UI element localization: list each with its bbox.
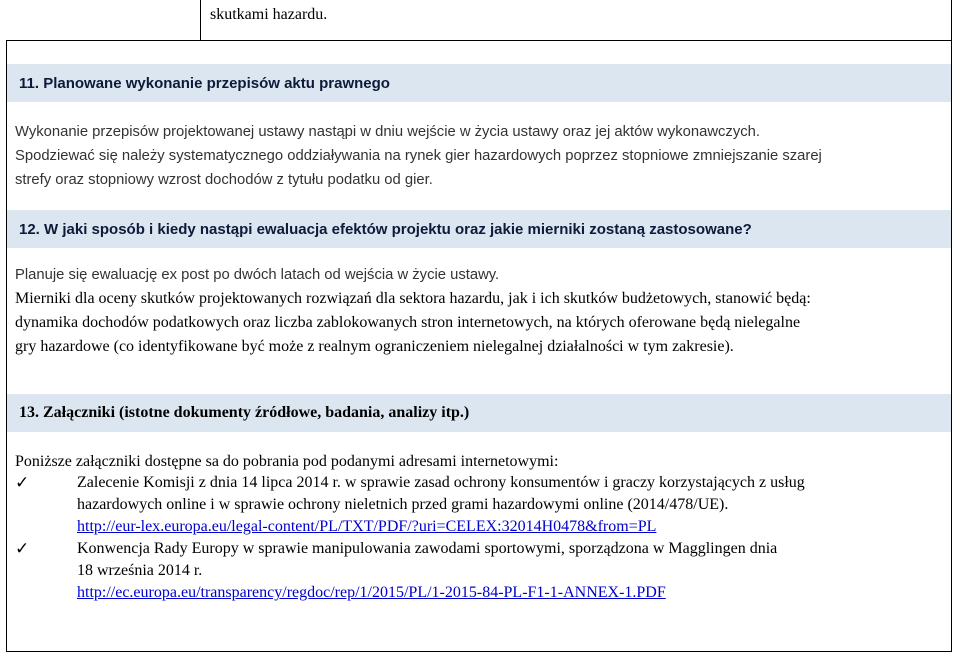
section-11-line: Spodziewać się należy systematycznego oddziaływania na rynek gier hazardowych poprzez stopniowe zmniejszanie szarej: [15, 148, 822, 164]
attachment-continuation: [77, 494, 957, 516]
section-11-header: [7, 64, 951, 102]
attachment-line: hazardowych online i w sprawie ochrony nieletnich przed grami hazardowymi online (2014/478/UE).: [77, 496, 729, 513]
top-cell-text: skutkami hazardu.: [210, 6, 328, 23]
attachment-body: [77, 472, 957, 494]
checkmark-icon: ✓: [15, 539, 30, 559]
attachment-item: [15, 538, 945, 608]
attachment-link-row: [77, 516, 957, 538]
attachment-link[interactable]: http://eur-lex.europa.eu/legal-content/PL/TXT/PDF/?uri=CELEX:32014H0478&from=PL: [77, 518, 657, 535]
section-13-header: [7, 394, 951, 432]
attachment-link-row: [77, 582, 957, 604]
section-13-intro: Poniższe załączniki dostępne sa do pobrania pod podanymi adresami internetowymi:: [15, 453, 559, 470]
attachment-item: [15, 472, 945, 542]
section-12-line: dynamika dochodów podatkowych oraz liczba zablokowanych stron internetowych, na których oferowane będą nielegalne: [15, 314, 801, 331]
table-border-bottom: [6, 651, 952, 652]
attachment-body: [77, 538, 957, 560]
section-12-line: Mierniki dla oceny skutków projektowanych rozwiązań dla sektora hazardu, jak i ich skutków budżetowych, stanowić będą:: [15, 290, 811, 307]
section-11-line: Wykonanie przepisów projektowanej ustawy nastąpi w dniu wejście w życia ustawy oraz jej aktów wykonawczych.: [15, 124, 760, 140]
cell-border-right: [951, 0, 952, 40]
table-border-left: [6, 40, 7, 652]
attachment-line: Zalecenie Komisji z dnia 14 lipca 2014 r. w sprawie zasad ochrony konsumentów i graczy korzystających z usług: [77, 474, 805, 491]
section-11-heading: 11. Planowane wykonanie przepisów aktu prawnego: [19, 74, 390, 92]
section-12-heading: 12. W jaki sposób i kiedy nastąpi ewaluacja efektów projektu oraz jakie mierniki zostaną zastosowane?: [19, 220, 752, 238]
table-rule: [6, 40, 952, 41]
checkmark-icon: ✓: [15, 473, 30, 493]
section-12-line: gry hazardowe (co identyfikowane być może z realnym ograniczeniem nielegalnej działalności w tym zakresie).: [15, 338, 734, 355]
attachment-continuation: [77, 560, 957, 582]
attachment-line: 18 września 2014 r.: [77, 562, 203, 579]
cell-border-left: [200, 0, 201, 40]
section-13-heading: 13. Załączniki (istotne dokumenty źródłowe, badania, analizy itp.): [19, 404, 470, 421]
section-12-header: [7, 210, 951, 248]
attachment-line: Konwencja Rady Europy w sprawie manipulowania zawodami sportowymi, sporządzona w Magglingen dnia: [77, 540, 778, 557]
section-11-line: strefy oraz stopniowy wzrost dochodów z tytułu podatku od gier.: [15, 172, 433, 188]
section-12-intro: Planuje się ewaluację ex post po dwóch latach od wejścia w życie ustawy.: [15, 267, 500, 283]
attachment-link[interactable]: http://ec.europa.eu/transparency/regdoc/rep/1/2015/PL/1-2015-84-PL-F1-1-ANNEX-1.PDF: [77, 584, 666, 601]
section-11-body: [15, 120, 945, 192]
section-12-body: [15, 287, 945, 359]
